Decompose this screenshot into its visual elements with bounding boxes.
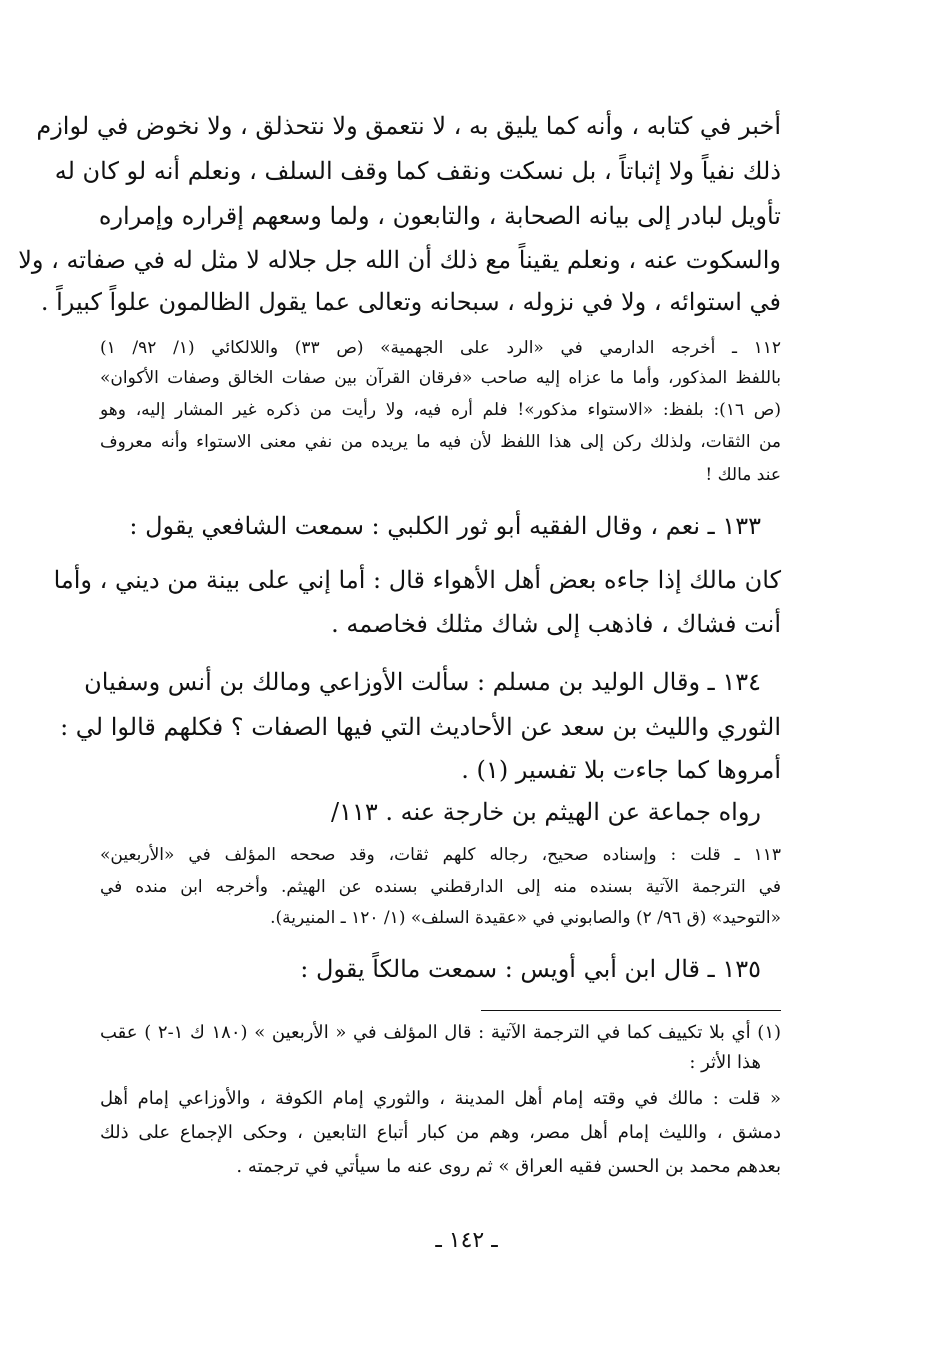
para-134-line-4: رواه جماعة عن الهيثم بن خارجة عنه . ١١٣/ <box>331 798 761 826</box>
footnote-line-3: « قلت : مالك في وقته إمام أهل المدينة ، والثوري إمام الكوفة ، والأوزاعي إمام أهل <box>100 1088 781 1109</box>
main-text-line-1: أخبر في كتابه ، وأنه كما يليق به ، لا نتعمق ولا نتحذلق ، ولا نخوض في لوازم <box>36 112 781 140</box>
main-text-line-5: في استوائه ، ولا في نزوله ، سبحانه وتعالى عما يقول الظالمون علواً كبيراً . <box>40 288 781 316</box>
footnote-line-1: (١) أي بلا تكييف كما في الترجمة الآتية : قال المؤلف في « الأربعين » (١٨٠ ك ١-٢ ) عقب <box>100 1022 782 1043</box>
para-133-line-3: أنت فشاك ، فاذهب إلى شاك مثلك فخاصمه . <box>331 610 781 638</box>
note-112-line-4: من الثقات، ولذلك ركن إلى هذا اللفظ لأن فيه ما يريده من نفي معنى الاستواء وأنه معروف <box>100 432 781 452</box>
para-133-heading: ١٣٣ ـ نعم ، وقال الفقيه أبو ثور الكلبي : سمعت الشافعي يقول : <box>129 512 761 540</box>
footnote-separator <box>481 1010 781 1011</box>
note-112-line-1: ١١٢ ـ أخرجه الدارمي في «الرد على الجهمية» (ص ٣٣) واللالكائي (١/ ٩٢/ ١) <box>100 338 781 358</box>
footnote-line-5: بعدهم محمد بن الحسن فقيه العراق » ثم روى عنه ما سيأتي في ترجمته . <box>236 1156 781 1177</box>
note-112-line-2: باللفظ المذكور، وأما ما عزاه إليه صاحب «فرقان القرآن بين صفات الخالق وصفات الأكوان» <box>100 368 781 388</box>
main-text-line-4: والسكوت عنه ، ونعلم يقيناً مع ذلك أن الله جل جلاله لا مثل له في صفاته ، ولا <box>18 246 781 274</box>
main-text-line-3: تأويل لبادر إلى بيانه الصحابة ، والتابعون ، ولما وسعهم إقراره وإمراره <box>98 202 781 230</box>
footnote-line-2: هذا الأثر : <box>689 1052 761 1073</box>
note-112-line-3: (ص ١٦): بلفظ: «الاستواء مذكور»! فلم أره فيه، ولا رأيت من ذكره غير المشار إليه، وهو <box>100 400 781 420</box>
footnote-line-4: دمشق ، والليث إمام أهل مصر، وهم من كبار أتباع التابعين ، وحكى الإجماع على ذلك <box>100 1122 781 1143</box>
para-134-line-3: أمروها كما جاءت بلا تفسير (١) . <box>461 756 781 784</box>
para-135-heading: ١٣٥ ـ قال ابن أبي أويس : سمعت مالكاً يقول : <box>300 955 761 983</box>
note-113-line-3: «التوحيد» (ق ٩٦/ ٢) والصابوني في «عقيدة السلف» (١/ ١٢٠ ـ المنيرية). <box>270 908 781 928</box>
note-112-line-5: عند مالك ! <box>705 465 781 485</box>
note-113-line-2: في الترجمة الآتية بسنده منه إلى الدارقطني بسنده عن الهيثم. وأخرجه ابن منده في <box>100 877 781 897</box>
para-134-line-2: الثوري والليث بن سعد عن الأحاديث التي فيها الصفات ؟ فكلهم قالوا لي : <box>60 713 781 741</box>
para-133-line-2: كان مالك إذا جاءه بعض أهل الأهواء قال : أما إني على بينة من ديني ، وأما <box>53 566 781 594</box>
main-text-line-2: ذلك نفياً ولا إثباتاً ، بل نسكت ونقف كما وقف السلف ، ونعلم أنه لو كان له <box>54 157 781 185</box>
page-number: ـ ١٤٢ ـ <box>435 1228 498 1253</box>
note-113-line-1: ١١٣ ـ قلت : وإسناده صحيح، رجاله كلهم ثقات، وقد صححه المؤلف في «الأربعين» <box>100 845 781 865</box>
para-134-heading: ١٣٤ ـ وقال الوليد بن مسلم : سألت الأوزاعي ومالك بن أنس وسفيان <box>84 668 761 696</box>
